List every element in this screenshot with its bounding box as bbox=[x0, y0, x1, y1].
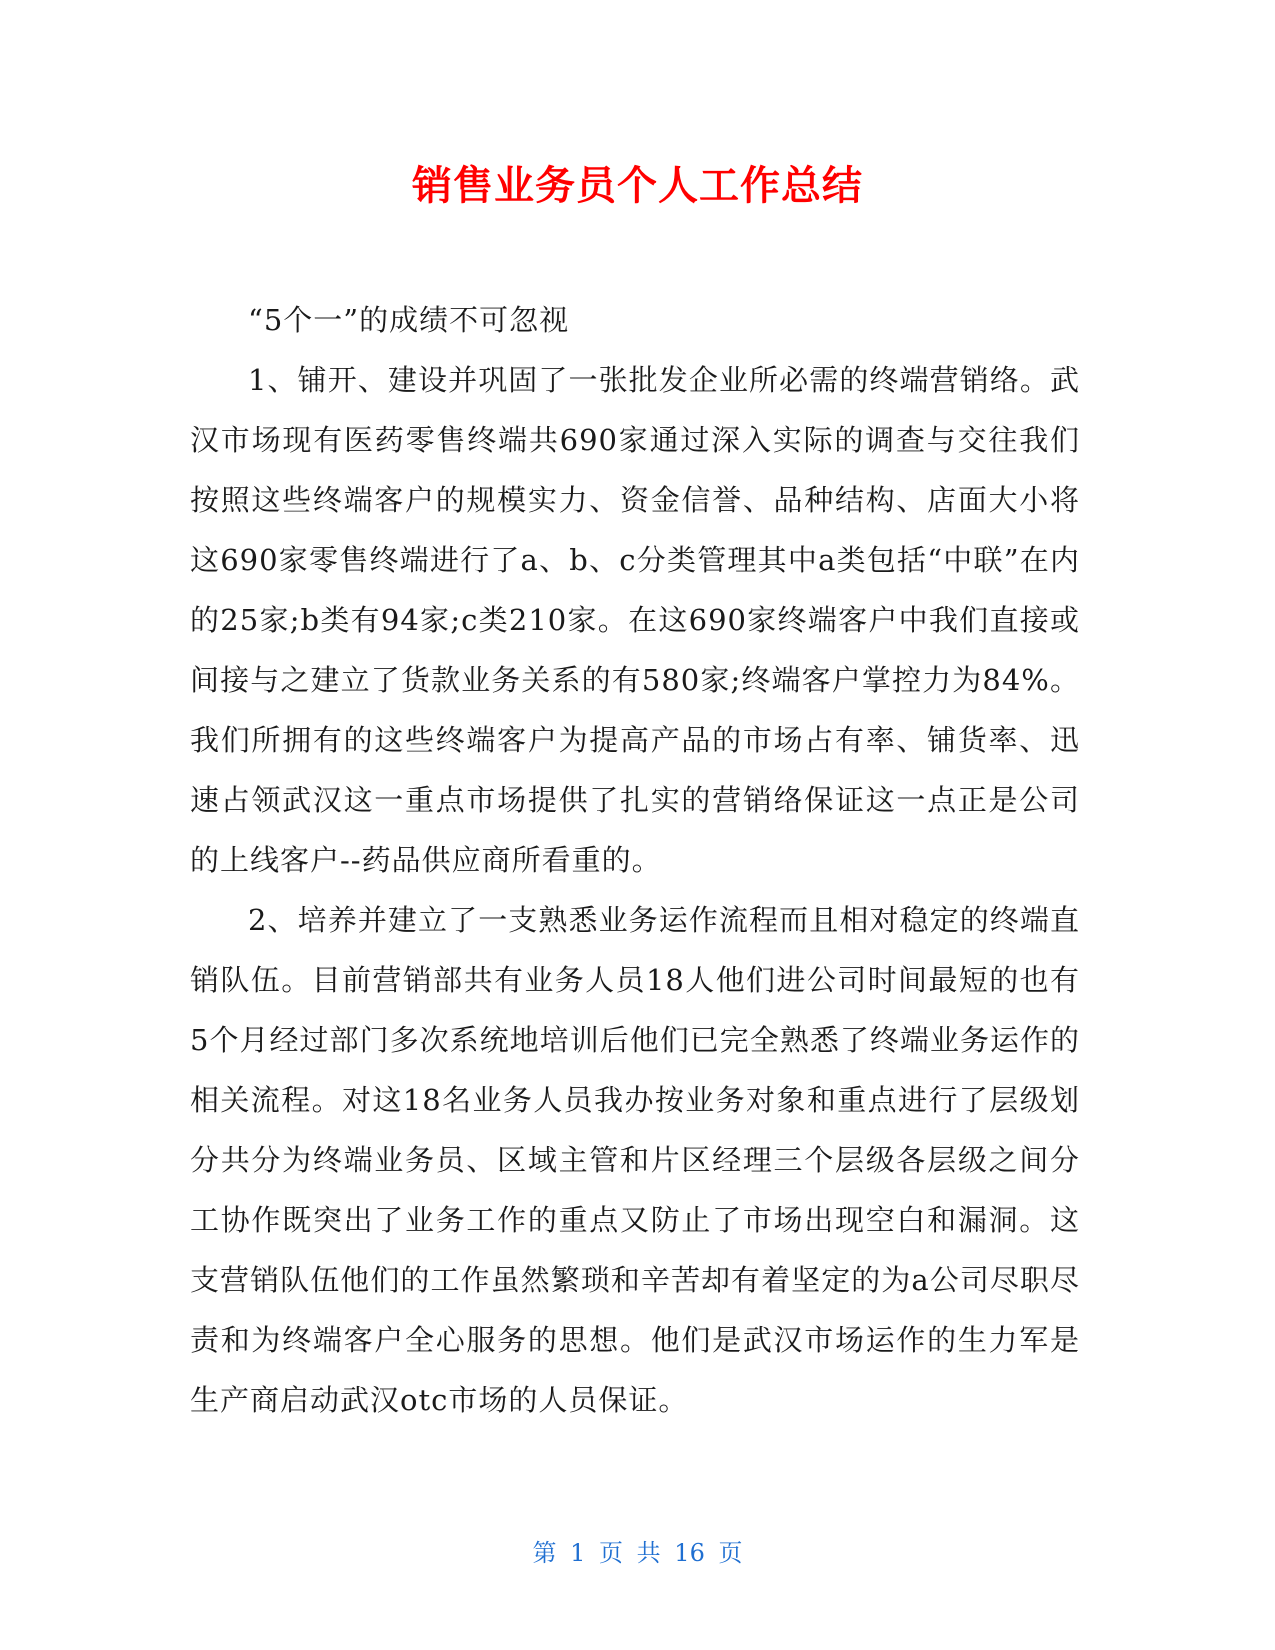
page-footer: 第 1 页 共 16 页 bbox=[532, 1539, 743, 1567]
paragraph-heading: “5个一”的成绩不可忽视 bbox=[248, 303, 570, 337]
document-body bbox=[190, 290, 1080, 1430]
document-title: 销售业务员个人工作总结 bbox=[412, 163, 863, 209]
paragraph-2: 2、培养并建立了一支熟悉业务运作流程而且相对稳定的终端直销队伍。目前营销部共有业务人员18人他们进公司时间最短的也有5个月经过部门多次系统地培训后他们已完全熟悉了终端业务运作的相关流程。对这18名业务人员我办按业务对象和重点进行了层级划分共分为终端业务员、区域主管和片区经理三个层级各层级之间分工协作既突出了业务工作的重点又防止了市场出现空白和漏洞。这支营销队伍他们的工作虽然繁琐和辛苦却有着坚定的为a公司尽职尽责和为终端客户全心服务的思想。他们是武汉市场运作的生力军是生产商启动武汉otc市场的人员保证。 bbox=[190, 903, 1080, 1417]
paragraph-1: 1、铺开、建设并巩固了一张批发企业所必需的终端营销络。武汉市场现有医药零售终端共690家通过深入实际的调查与交往我们按照这些终端客户的规模实力、资金信誉、品种结构、店面大小将这690家零售终端进行了a、b、c分类管理其中a类包括“中联”在内的25家;b类有94家;c类210家。在这690家终端客户中我们直接或间接与之建立了货款业务关系的有580家;终端客户掌控力为84%。我们所拥有的这些终端客户为提高产品的市场占有率、铺货率、迅速占领武汉这一重点市场提供了扎实的营销络保证这一点正是公司的上线客户--药品供应商所看重的。 bbox=[190, 363, 1080, 877]
